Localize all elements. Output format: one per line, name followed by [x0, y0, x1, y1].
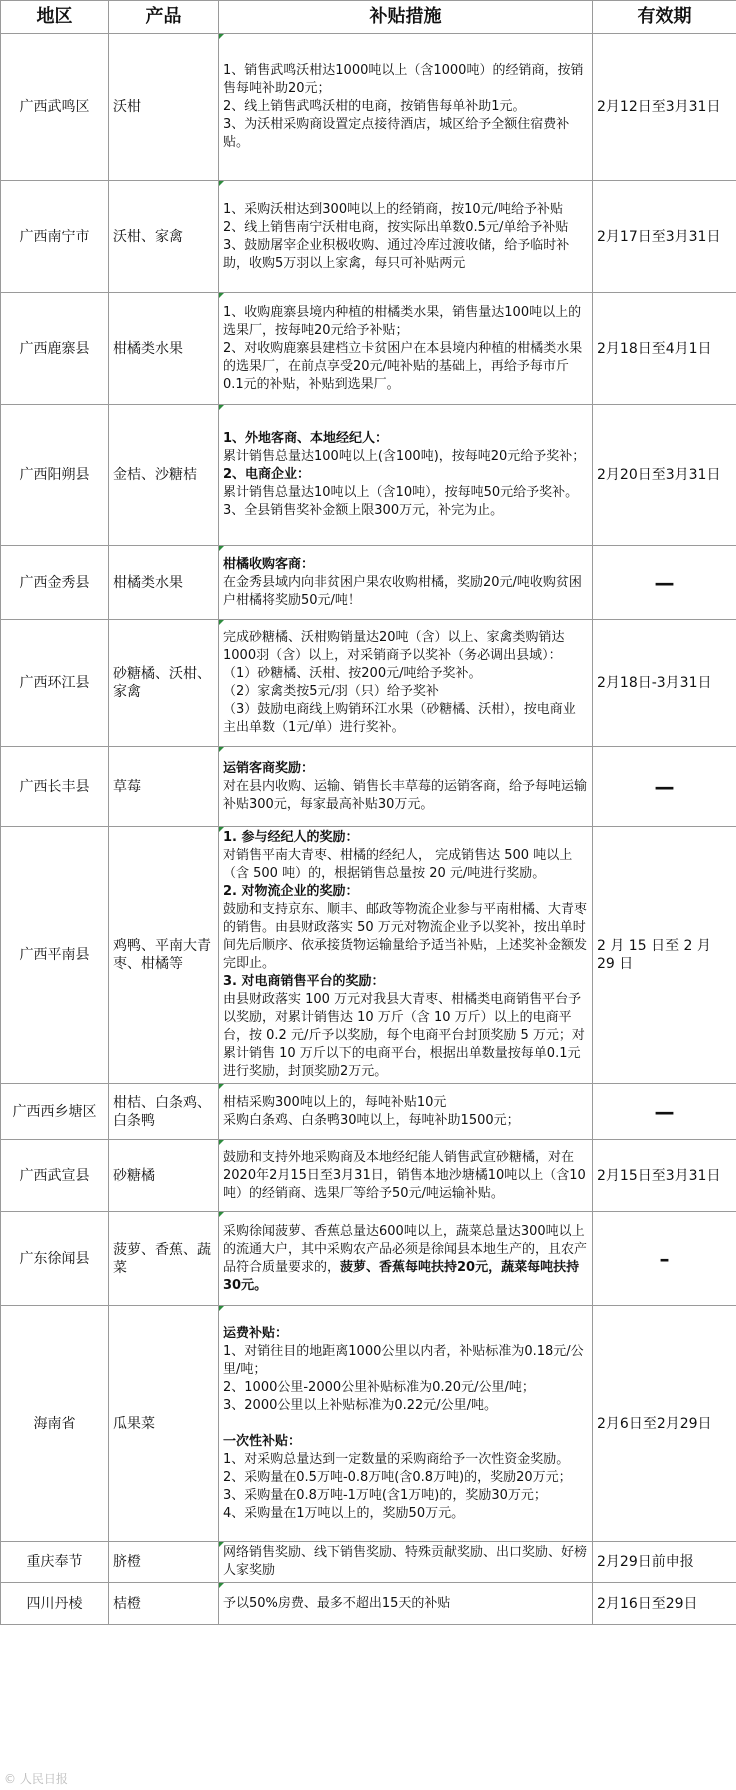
product-cell: 脐橙: [109, 1542, 219, 1583]
measure-text: 1、销售武鸣沃柑达1000吨以上（含1000吨）的经销商，按销售每吨补助20元；: [223, 63, 584, 96]
measure-line: [223, 1343, 588, 1379]
product-cell: 桔橙: [109, 1583, 219, 1625]
measure-text: 1、对采购总量达到一定数量的采购商给予一次性资金奖励。: [223, 1451, 570, 1467]
table-row: [1, 405, 736, 546]
measure-line: [223, 116, 588, 152]
measure-cell: [219, 747, 593, 827]
measure-cell: [219, 546, 593, 620]
product-cell: 草莓: [109, 747, 219, 827]
table-row: [1, 747, 736, 827]
measure-line: [223, 502, 588, 520]
measure-line: [223, 1397, 588, 1415]
cell-comment-marker: [219, 1583, 224, 1588]
measure-text: 3、为沃柑采购商设置定点接待酒店，城区给予全额住宿费补贴。: [223, 117, 570, 150]
measure-cell: [219, 1140, 593, 1212]
cell-comment-marker: [219, 181, 224, 186]
product-cell: 砂糖橘、沃柑、家禽: [109, 620, 219, 747]
table-row: [1, 181, 736, 293]
measure-heading: [223, 973, 588, 991]
measure-line: [223, 201, 588, 219]
measure-heading: [223, 829, 588, 847]
measure-heading: [223, 1325, 588, 1343]
validity-cell: —: [593, 747, 736, 827]
region-cell: 广东徐闻县: [1, 1212, 109, 1306]
measure-line: [223, 1415, 588, 1433]
table-row: [1, 1542, 736, 1583]
measure-line: [223, 574, 588, 610]
measure-line: [223, 98, 588, 116]
cell-comment-marker: [219, 620, 224, 625]
region-cell: 四川丹棱: [1, 1583, 109, 1625]
validity-cell: –: [593, 1212, 736, 1306]
measure-line: [223, 1094, 588, 1112]
region-cell: 广西长丰县: [1, 747, 109, 827]
validity-cell: 2月20日至3月31日: [593, 405, 736, 546]
cell-comment-marker: [219, 827, 224, 832]
measure-heading: [223, 466, 588, 484]
measure-text: 1. 参与经纪人的奖励：: [223, 830, 359, 845]
measure-text: 对在县内收购、运输、销售长丰草莓的运销客商，给予每吨运输补贴300元，每家最高补贴30万元。: [223, 778, 588, 812]
region-cell: 广西环江县: [1, 620, 109, 747]
measure-text: 4、采购量在1万吨以上的，奖励50万元。: [223, 1505, 465, 1521]
measure-text: 运销客商奖励：: [223, 760, 315, 776]
measure-heading: [223, 556, 588, 574]
measure-line: [223, 991, 588, 1081]
validity-cell: 2月18日至4月1日: [593, 293, 736, 405]
product-cell: 沃柑、家禽: [109, 181, 219, 293]
measure-line: [223, 1149, 588, 1203]
cell-comment-marker: [219, 1140, 224, 1145]
header-product: 产品: [109, 1, 219, 34]
measure-text: 2、对收购鹿寨县建档立卡贫困户在本县境内种植的柑橘类水果的选果厂，在前点享受20元/吨补贴的基础上，再给予每市斤0.1元的补贴，补贴到选果厂。: [223, 340, 583, 392]
measure-text: [223, 1416, 227, 1431]
product-cell: 菠萝、香蕉、蔬菜: [109, 1212, 219, 1306]
table-row: [1, 34, 736, 181]
measure-text: 运费补贴：: [223, 1325, 289, 1341]
measure-text: 完成砂糖橘、沃柑购销量达20吨（含）以上、家禽类购销达1000羽（含）以上，对采销商予以奖补（务必调出县域）：: [223, 630, 565, 663]
measure-text: 2、电商企业：: [223, 467, 311, 482]
product-cell: 柑桔、白条鸡、白条鸭: [109, 1084, 219, 1140]
header-measures: 补贴措施: [219, 1, 593, 34]
product-cell: 鸡鸭、平南大青枣、柑橘等: [109, 827, 219, 1084]
measure-text: （2）家禽类按5元/羽（只）给予奖补: [223, 684, 439, 699]
measure-cell: [219, 405, 593, 546]
validity-cell: 2月29日前申报: [593, 1542, 736, 1583]
measure-line: [223, 1112, 588, 1130]
validity-cell: 2 月 15 日至 2 月 29 日: [593, 827, 736, 1084]
cell-comment-marker: [219, 546, 224, 551]
measure-line: [223, 701, 588, 737]
measure-line: [223, 665, 588, 683]
measure-cell: [219, 181, 593, 293]
measure-line: [223, 778, 588, 814]
measure-line: [223, 1469, 588, 1487]
table-row: [1, 1212, 736, 1306]
measure-cell: [219, 293, 593, 405]
product-cell: 砂糖橘: [109, 1140, 219, 1212]
measure-line: [223, 683, 588, 701]
measure-text: 一次性补贴：: [223, 1433, 302, 1449]
measure-line: [223, 340, 588, 394]
validity-cell: 2月16日至29日: [593, 1583, 736, 1625]
measure-cell: [219, 827, 593, 1084]
measure-text: （1）砂糖橘、沃柑、按200元/吨给予奖补。: [223, 666, 482, 681]
measure-line: [223, 62, 588, 98]
cell-comment-marker: [219, 34, 224, 39]
validity-cell: 2月17日至3月31日: [593, 181, 736, 293]
measure-heading: [223, 883, 588, 901]
region-cell: 重庆奉节: [1, 1542, 109, 1583]
measure-cell: [219, 34, 593, 181]
measure-line: [223, 1595, 588, 1613]
measure-line: [223, 1505, 588, 1523]
measure-text: 2. 对物流企业的奖励：: [223, 884, 359, 899]
validity-cell: 2月18日-3月31日: [593, 620, 736, 747]
measure-line: [223, 1487, 588, 1505]
measure-text: 1、收购鹿寨县境内种植的柑橘类水果，销售量达100吨以上的选果厂，按每吨20元给予补贴；: [223, 304, 582, 338]
header-validity: 有效期: [593, 1, 736, 34]
cell-comment-marker: [219, 1542, 224, 1547]
measure-text: 予以50%房费、最多不超出15天的补贴: [223, 1595, 451, 1611]
validity-cell: —: [593, 1084, 736, 1140]
measure-text: 鼓励和支持外地采购商及本地经纪能人销售武宣砂糖橘，对在2020年2月15日至3月31日，销售本地沙塘橘10吨以上（含10吨）的经销商、选果厂等给予50元/吨运输补贴。: [223, 1149, 586, 1201]
measure-heading: [223, 430, 588, 448]
measure-text: 网络销售奖励、线下销售奖励、特殊贡献奖励、出口奖励、好榜人家奖励: [223, 1545, 588, 1578]
cell-comment-marker: [219, 405, 224, 410]
measure-line: [223, 1379, 588, 1397]
measure-cell: [219, 1583, 593, 1625]
region-cell: 广西阳朔县: [1, 405, 109, 546]
cell-comment-marker: [219, 293, 224, 298]
cell-comment-marker: [219, 1212, 224, 1217]
measure-line: [223, 237, 588, 273]
product-cell: 金桔、沙糖桔: [109, 405, 219, 546]
measure-cell: [219, 1084, 593, 1140]
table-row: [1, 293, 736, 405]
measure-text: 1、外地客商、本地经纪人：: [223, 431, 389, 446]
measure-text: 鼓励和支持京东、顺丰、邮政等物流企业参与平南柑橘、大青枣的销售。由县财政落实 50 万元对物流企业予以奖补，按出单时间先后顺序、依承接货物运输量给予适当补贴，上述奖补金额发完即止。: [223, 902, 588, 971]
measure-text: 3、鼓励屠宰企业积极收购、通过冷库过渡收储，给予临时补助，收购5万羽以上家禽，每只可补贴两元: [223, 237, 570, 271]
measure-line: [223, 901, 588, 973]
table-row: [1, 620, 736, 747]
cell-comment-marker: [219, 1306, 224, 1311]
product-cell: 瓜果菜: [109, 1306, 219, 1542]
measure-line: [223, 484, 588, 502]
measure-text: 柑桔采购300吨以上的，每吨补贴10元: [223, 1094, 447, 1110]
region-cell: 广西南宁市: [1, 181, 109, 293]
validity-cell: 2月15日至3月31日: [593, 1140, 736, 1212]
region-cell: 广西武鸣区: [1, 34, 109, 181]
measure-line: [223, 304, 588, 340]
cell-comment-marker: [219, 747, 224, 752]
measure-heading: [223, 760, 588, 778]
table-row: [1, 1583, 736, 1625]
table-row: [1, 1140, 736, 1212]
measure-text: 柑橘收购客商：: [223, 556, 315, 572]
measure-line: [223, 1451, 588, 1469]
validity-cell: —: [593, 546, 736, 620]
measure-text: 对销售平南大青枣、柑橘的经纪人， 完成销售达 500 吨以上（含 500 吨）的，根据销售总量按 20 元/吨进行奖励。: [223, 848, 573, 881]
measure-text: 由县财政落实 100 万元对我县大青枣、柑橘类电商销售平台予以奖励，对累计销售达 10 万斤（含 10 万斤）以上的电商平台，按 0.2 元/斤予以奖励，每个电商平台封顶奖励 5 万元；对累计销售 10 万斤以下的电商平台，根据出单数量按每单0.1元进行奖励，封顶奖励2万元。: [223, 992, 585, 1079]
header-row: [1, 1, 736, 34]
measure-line: [223, 1544, 588, 1580]
measure-text: 3、全县销售奖补金额上限300万元，补完为止。: [223, 503, 504, 518]
measure-heading: [223, 1433, 588, 1451]
region-cell: 广西西乡塘区: [1, 1084, 109, 1140]
measure-line: [223, 219, 588, 237]
watermark: © 人民日报: [4, 1772, 68, 1786]
cell-comment-marker: [219, 1084, 224, 1089]
measure-text: 在金秀县域内向非贫困户果农收购柑橘，奖励20元/吨收购贫困户柑橘将奖励50元/吨！: [223, 574, 582, 608]
measure-text: 2、线上销售武鸣沃柑的电商，按销售每单补助1元。: [223, 99, 526, 114]
measure-cell: [219, 1542, 593, 1583]
measure-text: 采购徐闻菠萝、香蕉总量达600吨以上，蔬菜总量达300吨以上的流通大户，其中采购农产品必须是徐闻县本地生产的，且农产品符合质量要求的，: [223, 1223, 588, 1275]
measure-line: [223, 1223, 588, 1295]
measure-text: 2、1000公里-2000公里补贴标准为0.20元/公里/吨；: [223, 1379, 535, 1395]
measure-text: 累计销售总量达10吨以上（含10吨），按每吨50元给予奖补。: [223, 485, 579, 500]
measure-text: 1、采购沃柑达到300吨以上的经销商，按10元/吨给予补贴: [223, 201, 564, 217]
measure-text: 1、对销往目的地距离1000公里以内者，补贴标准为0.18元/公里/吨；: [223, 1343, 584, 1377]
measure-text: 累计销售总量达100吨以上(含100吨)，按每吨20元给予奖补；: [223, 449, 586, 464]
measure-text: 采购白条鸡、白条鸭30吨以上，每吨补助1500元；: [223, 1112, 520, 1128]
table-row: [1, 1084, 736, 1140]
measure-line: [223, 847, 588, 883]
measure-text: （3）鼓励电商线上购销环江水果（砂糖橘、沃柑），按电商业主出单数（1元/单）进行奖补。: [223, 702, 576, 735]
region-cell: 广西鹿寨县: [1, 293, 109, 405]
table-row: [1, 1306, 736, 1542]
region-cell: 广西武宣县: [1, 1140, 109, 1212]
measure-text: 3、采购量在0.8万吨-1万吨(含1万吨)的，奖励30万元；: [223, 1487, 547, 1503]
measure-line: [223, 629, 588, 665]
product-cell: 柑橘类水果: [109, 546, 219, 620]
measure-text: 3、2000公里以上补贴标准为0.22元/公里/吨。: [223, 1397, 498, 1413]
table-row: [1, 546, 736, 620]
validity-cell: 2月12日至3月31日: [593, 34, 736, 181]
region-cell: 广西金秀县: [1, 546, 109, 620]
header-region: 地区: [1, 1, 109, 34]
validity-cell: 2月6日至2月29日: [593, 1306, 736, 1542]
measure-cell: [219, 620, 593, 747]
region-cell: 广西平南县: [1, 827, 109, 1084]
measure-text: 3. 对电商销售平台的奖励：: [223, 974, 385, 989]
measure-cell: [219, 1212, 593, 1306]
product-cell: 沃柑: [109, 34, 219, 181]
region-cell: 海南省: [1, 1306, 109, 1542]
measure-cell: [219, 1306, 593, 1542]
product-cell: 柑橘类水果: [109, 293, 219, 405]
measure-text: 2、采购量在0.5万吨-0.8万吨(含0.8万吨)的，奖励20万元；: [223, 1469, 572, 1485]
table-row: [1, 827, 736, 1084]
measure-emphasis: 菠萝、香蕉每吨扶持20元，蔬菜每吨扶持30元。: [223, 1259, 580, 1293]
measure-text: 2、线上销售南宁沃柑电商，按实际出单数0.5元/单给予补贴: [223, 219, 569, 235]
measure-line: [223, 448, 588, 466]
